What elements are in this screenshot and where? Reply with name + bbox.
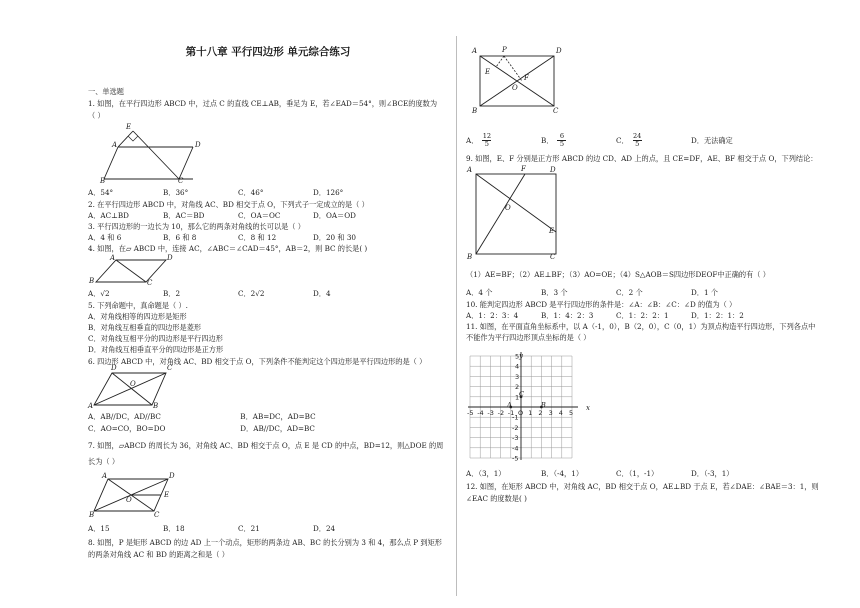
q1-label-a: A	[112, 141, 118, 149]
q10-option-d[interactable]: D．1：2：1：2	[691, 311, 744, 320]
q8-label-d: D	[556, 47, 562, 55]
q8-option-d[interactable]: D．无法确定	[691, 135, 733, 145]
q4-options	[88, 289, 388, 299]
q11-label-a: A	[507, 401, 512, 409]
q7-label-a: A	[102, 472, 108, 480]
q9-option-d[interactable]: D．1 个	[691, 288, 718, 297]
q8-label-a: A	[472, 47, 478, 55]
q9-label-a: A	[467, 166, 473, 174]
y-tick-label: 4	[515, 362, 520, 371]
q6-label-a: A	[88, 402, 94, 410]
q11-option-c[interactable]: C．（1，-1）	[616, 469, 659, 478]
q1-options	[88, 188, 388, 198]
q7-stem: 7. 如图，▱ABCD 的周长为 36，对角线 AC、BD 相交于点 O，点 E 是 CD 的中点，BD=12，则△DOE 的周	[88, 441, 444, 450]
q2-stem: 2. 在平行四边形 ABCD 中，对角线 AC、BD 相交于点 O，下列式子一定成立的是（ ）	[88, 200, 369, 209]
q9-label-b: B	[467, 253, 473, 261]
q9-label-c: C	[550, 253, 556, 261]
q3-option-d[interactable]: D．20 和 30	[313, 233, 356, 242]
q1-label-c: C	[178, 177, 184, 185]
q10-options	[466, 311, 766, 321]
q9-statements: （1）AE=BF；（2）AE⊥BF；（3）AO=OE；（4）S△AOB＝S四边形DEOF中正确的有（ ）	[466, 270, 770, 279]
q6-label-c: C	[167, 364, 173, 372]
q9-option-c[interactable]: C．2 个	[616, 288, 643, 297]
q4-label-c: C	[147, 279, 153, 287]
q11-label-c: C	[519, 390, 524, 398]
q3-option-a[interactable]: A．4 和 6	[88, 233, 122, 242]
q6-option-a[interactable]: A．AB//DC，AD//BC	[88, 412, 161, 421]
y-tick-label: -3	[512, 434, 519, 443]
q12-stem: 12. 如图，在矩形 ABCD 中，对角线 AC，BD 相交于点 O，AE⊥BD 于点 E，若∠DAE：∠BAE＝3：1，则	[466, 482, 819, 491]
q4-label-b: B	[89, 277, 95, 285]
q9-label-f: F	[521, 165, 526, 173]
q4-option-b[interactable]: B．2	[163, 289, 181, 298]
q6-options-row2	[88, 424, 390, 434]
q11-options	[466, 469, 766, 479]
q7-option-c[interactable]: C．21	[238, 524, 260, 533]
q6-option-c[interactable]: C．AO=CO，BO=DO	[88, 424, 166, 433]
q7-label-o: O	[126, 496, 132, 504]
q6-option-d[interactable]: D．AB//DC，AD=BC	[240, 424, 315, 433]
q8-option-c[interactable]: C． $\frac{24}{5}$	[616, 132, 642, 148]
q11-stem-cont: 不能作为平行四边形顶点坐标的是（ ）	[466, 333, 591, 342]
q2-option-b[interactable]: B．AC＝BD	[163, 211, 205, 220]
q6-option-b[interactable]: B．AB=DC，AD=BC	[240, 412, 316, 421]
q5-option-a[interactable]: A．对角线相等的四边形是矩形	[88, 312, 187, 321]
q11-option-a[interactable]: A．（3，1）	[466, 469, 506, 478]
y-tick-label: 3	[515, 372, 520, 381]
q6-figure	[88, 367, 178, 409]
q4-label-d: D	[167, 254, 173, 262]
q1-option-c[interactable]: C．46°	[238, 188, 264, 197]
q9-label-e: E	[549, 227, 555, 235]
q8-options	[466, 133, 766, 148]
q5-option-b[interactable]: B．对角线互相垂直的四边形是菱形	[88, 323, 202, 332]
worksheet-title: 第十八章 平行四边形 单元综合练习	[185, 46, 351, 58]
q11-axis-x-label: x	[586, 404, 590, 412]
q10-stem: 10. 能判定四边形 ABCD 是平行四边形的条件是：∠A：∠B：∠C：∠D 的值为（ ）	[466, 300, 737, 309]
q5-option-c[interactable]: C．对角线互相平分的四边形是平行四边形	[88, 334, 223, 343]
q8-label-f: F	[524, 74, 529, 82]
q8-option-a[interactable]: A． $\frac{12}{5}$	[466, 132, 492, 148]
q2-options	[88, 211, 388, 221]
q11-label-b: B	[541, 401, 546, 409]
q6-options-row1	[88, 412, 390, 422]
q4-option-a[interactable]: A．√2	[88, 289, 110, 298]
y-tick-label: 2	[515, 383, 520, 392]
y-tick-label: -5	[512, 454, 519, 463]
q1-option-d[interactable]: D．126°	[313, 188, 344, 197]
q2-option-a[interactable]: A．AC⊥BD	[88, 211, 129, 220]
y-tick-label: -2	[512, 423, 519, 432]
q9-label-d: D	[550, 166, 556, 174]
q8-label-b: B	[472, 107, 478, 115]
x-tick-label: -3	[487, 409, 494, 417]
q4-figure	[88, 255, 178, 287]
q8-label-e: E	[485, 68, 491, 76]
q11-coordinate-grid	[464, 352, 590, 466]
q9-figure	[466, 166, 566, 262]
q10-option-b[interactable]: B．1：4：2：3	[541, 311, 594, 320]
q8-figure	[468, 46, 568, 116]
q8-stem: 8. 如图，P 是矩形 ABCD 的边 AD 上一个动点，矩形的两条边 AB、BC 的长分别为 3 和 4，那么点 P 到矩形	[88, 538, 442, 547]
q8-label-p: P	[502, 46, 507, 54]
q2-option-d[interactable]: D．OA＝OD	[313, 211, 356, 220]
q6-label-d: D	[111, 364, 117, 372]
x-tick-label: 5	[569, 409, 574, 417]
x-tick-label: -2	[497, 409, 505, 417]
q9-option-b[interactable]: B．3 个	[541, 288, 568, 297]
q1-label-d: D	[195, 141, 201, 149]
x-tick-label: -5	[467, 409, 474, 417]
q3-option-c[interactable]: C．8 和 12	[238, 233, 277, 242]
x-tick-label: 1	[528, 409, 533, 417]
q7-option-b[interactable]: B．18	[163, 524, 185, 533]
q8-label-c: C	[553, 107, 559, 115]
q8-option-b[interactable]: B． $\frac{6}{5}$	[541, 133, 616, 148]
q1-stem-cont: （ ）	[88, 111, 105, 120]
q5-stem: 5. 下列命题中，真命题是（ ）.	[88, 301, 188, 310]
q11-option-d[interactable]: D．（-3，1）	[691, 469, 734, 478]
q6-stem: 6. 四边形 ABCD 中，对角线 AC、BD 相交于点 O，下列条件不能判定这个四边形是平行四边形的是（ ）	[88, 357, 427, 366]
q9-option-a[interactable]: A．4 个	[466, 288, 493, 297]
q12-stem-cont: ∠EAC 的度数是( )	[466, 494, 527, 503]
q9-label-o: O	[505, 204, 511, 212]
q1-option-a[interactable]: A．54°	[88, 188, 114, 197]
q6-label-o: O	[130, 380, 136, 388]
q5-option-d[interactable]: D．对角线互相垂直平分的四边形是正方形	[88, 345, 224, 354]
x-tick-label: O	[518, 409, 524, 417]
q6-label-b: B	[153, 402, 159, 410]
y-tick-label: 5	[515, 352, 520, 361]
q7-options	[88, 524, 388, 534]
q9-options	[466, 288, 766, 298]
x-tick-label: -1	[507, 409, 515, 417]
q1-label-e: E	[126, 123, 132, 131]
q7-option-d[interactable]: D．24	[313, 524, 336, 533]
q10-option-c[interactable]: C．1：2：2：1	[616, 311, 669, 320]
q7-label-e: E	[164, 491, 170, 499]
q2-option-c[interactable]: C．OA＝OC	[238, 211, 281, 220]
q8-label-o: O	[512, 84, 518, 92]
y-tick-label: 1	[515, 393, 520, 402]
q11-stem: 11. 如图，在平面直角坐标系中，以 A（-1，0），B（2，0），C（0，1）为顶点构造平行四边形，下列各点中	[466, 322, 816, 331]
q7-label-b: B	[89, 511, 95, 519]
q4-stem: 4. 如图，在▱ ABCD 中，连接 AC，∠ABC＝∠CAD＝45°，AB＝2，则 BC 的长是( )	[88, 244, 368, 253]
x-tick-label: 2	[538, 409, 543, 417]
q1-option-b[interactable]: B．36°	[163, 188, 189, 197]
q7-option-a[interactable]: A．15	[88, 524, 110, 533]
q8-stem-cont: 的两条对角线 AC 和 BD 的距离之和是（ ）	[88, 550, 229, 559]
q3-option-b[interactable]: B．6 和 8	[163, 233, 197, 242]
q7-label-d: D	[169, 472, 175, 480]
q1-figure	[88, 121, 208, 187]
q4-option-c[interactable]: C．2√2	[238, 289, 265, 298]
column-divider	[456, 36, 457, 596]
x-tick-label: 3	[548, 409, 553, 417]
x-tick-label: -4	[477, 409, 484, 417]
q1-label-b: B	[100, 177, 106, 185]
q4-option-d[interactable]: D．4	[313, 289, 331, 298]
q1-stem: 1. 如图，在平行四边形 ABCD 中，过点 C 的直线 CE⊥AB，垂足为 E，若∠EAD＝54°，则∠BCE的度数为	[88, 99, 438, 108]
q4-label-a: A	[110, 254, 116, 262]
q10-option-a[interactable]: A．1：2：3：4	[466, 311, 519, 320]
q11-axis-y-label: y	[519, 352, 523, 360]
y-tick-label: -4	[512, 444, 519, 453]
q7-label-c: C	[154, 511, 160, 519]
x-tick-label: 4	[558, 409, 563, 417]
q3-options	[88, 233, 388, 243]
q11-option-b[interactable]: B．（-4，1）	[541, 469, 584, 478]
q7-stem-cont: 长为（ ）	[88, 457, 120, 466]
q3-stem: 3. 平行四边形的一边长为 10，那么它的两条对角线的长可以是（ ）	[88, 222, 305, 231]
section-heading: 一、单选题	[88, 87, 124, 96]
y-tick-label: -1	[512, 413, 519, 422]
q9-stem: 9. 如图，E、F 分别是正方形 ABCD 的边 CD、AD 上的点，且 CE=DF，AE、BF 相交于点 O，下列结论：	[466, 154, 818, 163]
